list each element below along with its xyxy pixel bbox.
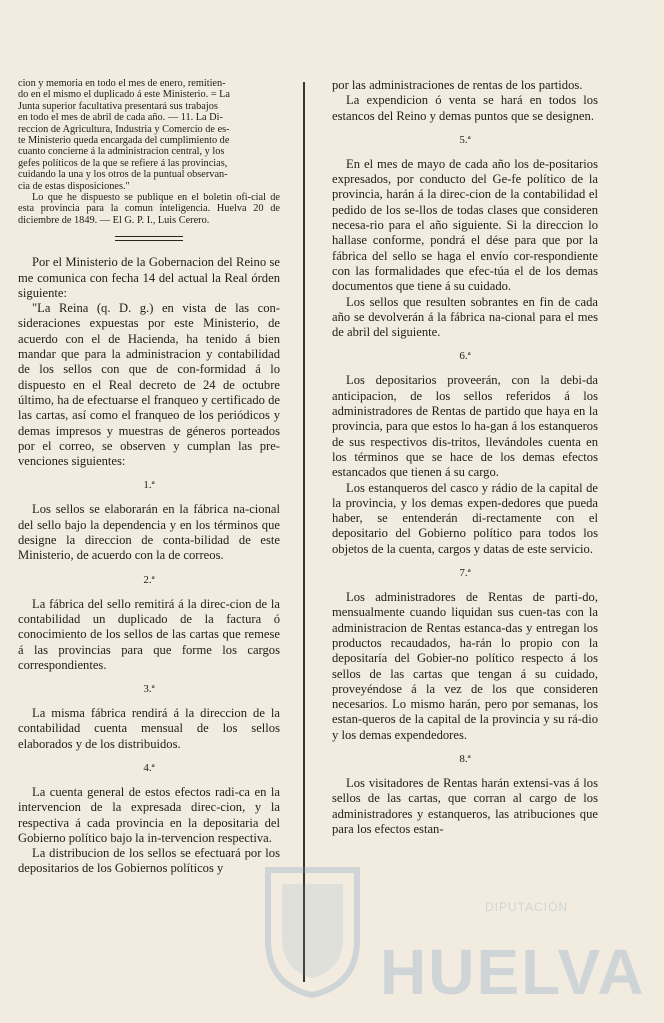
right-column bbox=[332, 78, 598, 837]
text-line: cuidando la una y los otros de la puntual observan- bbox=[18, 169, 228, 181]
watermark-subtitle: DIPUTACIÓN bbox=[485, 900, 569, 914]
coat-of-arms-icon bbox=[260, 860, 365, 1000]
text-line: cuanto concierne á la administracion central, y los bbox=[18, 146, 225, 158]
article-paragraph: La misma fábrica rendirá á la direccion de la contabilidad cuenta mensual de los sellos elaborados y de los distribuidos. bbox=[18, 706, 280, 751]
top-notice bbox=[18, 78, 280, 226]
intro-paragraph: Por el Ministerio de la Gobernacion del Reino se me comunica con fecha 14 del actual la Real órden siguiente: bbox=[18, 255, 280, 300]
text-line: en todo el mes de abril de cada año. — 11. La Di- bbox=[18, 112, 223, 124]
article-paragraph: Los estanqueros del casco y rádio de la capital de la provincia, y los demas expen-dedores que pueda haber, se entenderán di-rectamente con el depositario del Gobierno político para todos los objetos de la cuenta, cargos y datas de este servicio. bbox=[332, 480, 598, 556]
article-paragraph: La fábrica del sello remitirá á la direc-cion de la contabilidad un duplicado de la factura ó conocimiento de los sellos de las cartas que remese á las provincias para que forme los cargos correspondientes. bbox=[18, 596, 280, 672]
article-paragraph: Los visitadores de Rentas harán extensi-vas á los sellos de las cartas, que corran al cargo de los administradores y estanqueros, las atribuciones que para los efectos estan- bbox=[332, 775, 598, 836]
signature-paragraph: Lo que he dispuesto se publique en el boletin ofi-cial de esta provincia para la comun inteligencia. Huelva 20 de diciembre de 1849. — El G. P. I., Luis Cerero. bbox=[18, 192, 280, 226]
article-heading: 6.ª bbox=[459, 350, 471, 363]
article-paragraph: Los administradores de Rentas de parti-do, mensualmente cuando liquidan sus cuen-tas con la administracion de Rentas estanca-das y entregan los productos recaudados, ha-rán lo propio con la depositaría del Gobier-no político respecto á los sellos de las cartas que tengan á su cuidado, proveyéndose á la vez de los que consideren necesarios. Lo mismo harán, pero por semanas, los estan-queros de la capital de la provincia y su rá-dio y los demas expendedores. bbox=[332, 590, 598, 742]
article-heading: 8.ª bbox=[459, 752, 471, 765]
article-heading: 3.ª bbox=[143, 683, 155, 696]
text-line: gefes políticos de la que se refiere á las provincias, bbox=[18, 157, 228, 169]
column-divider bbox=[303, 82, 305, 982]
article-paragraph: La distribucion de los sellos se efectuará por los depositarios de los Gobiernos políticos y bbox=[18, 846, 280, 876]
article-heading: 4.ª bbox=[143, 762, 155, 774]
text-line: Junta superior facultativa presentará sus trabajos bbox=[18, 100, 218, 112]
article-heading: 1.ª bbox=[143, 479, 155, 492]
royal-order-paragraph: "La Reina (q. D. g.) en vista de las con-sideraciones expuestas por este Ministerio, de acuerdo con el de Hacienda, ha tenido á bien mandar que para la administracion y contabilidad de los sellos con que de con-formidad á lo dispuesto en el Real decreto de 24 de octubre último, ha de efectuarse el franqueo y certificado de las cartas, así como el franqueo de los periódicos y demas impresos y muestras de géneros porteados por el correo, se observen y cumplan las pre-venciones siguientes: bbox=[18, 301, 280, 469]
left-column bbox=[18, 78, 280, 877]
section-divider-rule bbox=[115, 236, 183, 241]
article-paragraph: La expendicion ó venta se hará en todos los estancos del Reino y demas puntos que se designen. bbox=[332, 93, 598, 123]
article-heading: 5.ª bbox=[459, 133, 471, 146]
text-line: cion y memoria en todo el mes de enero, remitien- bbox=[18, 78, 226, 89]
watermark-text: HUELVA bbox=[380, 936, 646, 1008]
text-line: te Ministerio queda encargada del cumplimiento de bbox=[18, 135, 230, 147]
text-line: cia de estas disposiciones." bbox=[18, 180, 130, 192]
text-line: reccion de Agricultura, Industria y Comercio de es- bbox=[18, 123, 230, 135]
article-heading: 2.ª bbox=[143, 573, 155, 586]
article-paragraph: por las administraciones de rentas de los partidos. bbox=[332, 78, 583, 92]
article-paragraph: Los sellos que resulten sobrantes en fin de cada año se devolverán á la fábrica na-cional para el mes de abril del siguiente. bbox=[332, 294, 598, 340]
article-paragraph: En el mes de mayo de cada año los de-positarios expresados, por conducto del Ge-fe político de la provincia, harán á la direc-cion de la contabilidad el pedido de los se-llos de todas clases que consideren necesa-rio para el año siguiente. Si la direccion lo hallase conforme, pondrá el dése para que por la fábrica del sello se haga el envío cor-respondiente con las formalidades que efec-túa el de los demas documentos que tiene á su cuidado. bbox=[332, 156, 598, 294]
article-paragraph: La cuenta general de estos efectos radi-ca en la intervencion de la expresada direc-cion, y la respectiva á cada provincia en la depositaria del Gobierno político bajo la in-tervencion respectiva. bbox=[18, 785, 280, 845]
article-heading: 7.ª bbox=[459, 567, 471, 580]
article-paragraph: Los sellos se elaborarán en la fábrica na-cional del sello bajo la dependencia y en los términos que designe la direccion de conta-bilidad de este Ministerio, de acuerdo con la de correos. bbox=[18, 502, 280, 563]
article-paragraph: Los depositarios proveerán, con la debi-da anticipacion, de los sellos referidos á los administradores de Rentas de partido que haya en la provincia, para que estos lo ha-gan á los estanqueros de sus respectivos dis-tritos, llevándoles cuenta en los términos que se hace de los demas efectos estancados que tienen á su cargo. bbox=[332, 373, 598, 480]
text-line: do en el mismo el duplicado á este Ministerio. = La bbox=[18, 89, 230, 101]
huelva-watermark bbox=[250, 840, 664, 1010]
